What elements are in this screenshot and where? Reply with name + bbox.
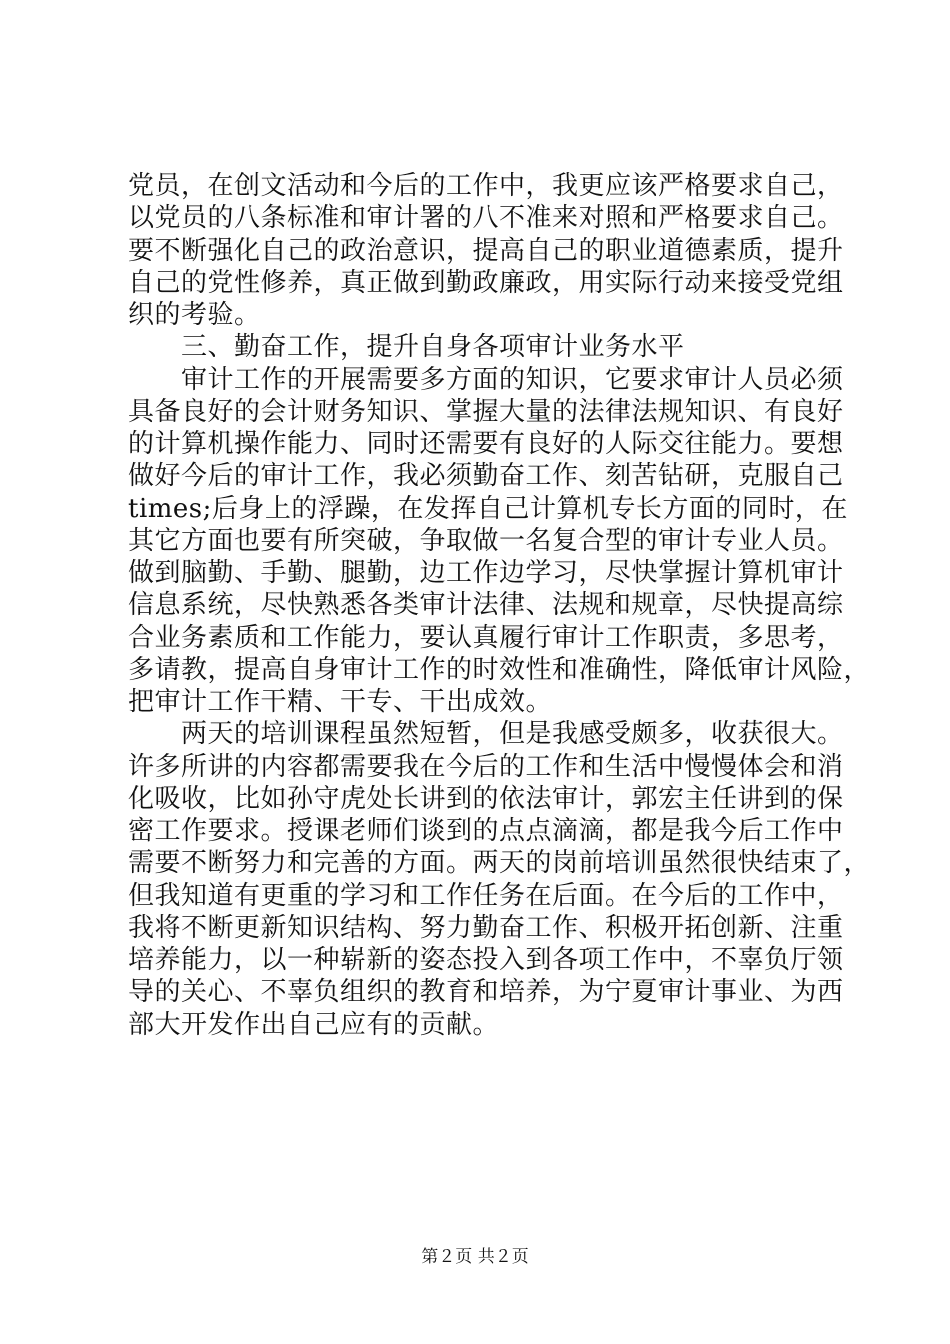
text-line: 两天的培训课程虽然短暂，但是我感受颇多，收获很大。 — [128, 719, 844, 750]
text-line: 具备良好的会计财务知识、掌握大量的法律法规知识、有良好 — [128, 396, 844, 427]
text-line: 的计算机操作能力、同时还需要有良好的人际交往能力。要想 — [128, 429, 844, 459]
text-line: 密工作要求。授课老师们谈到的点点滴滴，都是我今后工作中 — [128, 816, 844, 846]
text-line: 要不断强化自己的政治意识，提高自己的职业道德素质，提升 — [128, 235, 844, 266]
text-line: 信息系统，尽快熟悉各类审计法律、法规和规章，尽快提高综 — [128, 590, 844, 621]
text-line: 化吸收，比如孙守虎处长讲到的依法审计，郭宏主任讲到的保 — [128, 783, 844, 814]
text-line: 审计工作的开展需要多方面的知识，它要求审计人员必须 — [128, 364, 844, 395]
text-line: 党员，在创文活动和今后的工作中，我更应该严格要求自己， — [128, 171, 844, 201]
text-line: 培养能力，以一种崭新的姿态投入到各项工作中，不辜负厅领 — [128, 945, 844, 975]
text-line: 做到脑勤、手勤、腿勤，边工作边学习，尽快掌握计算机审计 — [128, 558, 844, 588]
text-line: 其它方面也要有所突破，争取做一名复合型的审计专业人员。 — [128, 525, 844, 556]
page-footer: 第２页 共２页 — [421, 1247, 529, 1267]
text-line: 把审计工作干精、干专、干出成效。 — [128, 687, 553, 717]
text-line: 需要不断努力和完善的方面。两天的岗前培训虽然很快结束了， — [128, 848, 871, 879]
text-line: 自己的党性修养，真正做到勤政廉政，用实际行动来接受党组 — [128, 267, 844, 298]
text-line: 但我知道有更重的学习和工作任务在后面。在今后的工作中， — [128, 880, 844, 911]
text-line: times;后身上的浮躁，在发挥自己计算机专长方面的同时，在 — [128, 493, 848, 524]
text-line: 导的关心、不辜负组织的教育和培养，为宁夏审计事业、为西 — [128, 977, 844, 1008]
document-body — [128, 170, 871, 1041]
text-line: 三、勤奋工作，提升自身各项审计业务水平 — [128, 332, 685, 363]
text-line: 多请教，提高自身审计工作的时效性和准确性，降低审计风险， — [128, 654, 871, 685]
text-line: 织的考验。 — [128, 300, 261, 330]
text-line: 做好今后的审计工作，我必须勤奋工作、刻苦钻研，克服自己 — [128, 461, 844, 492]
text-line: 我将不断更新知识结构、努力勤奋工作、积极开拓创新、注重 — [128, 912, 844, 943]
text-line: 部大开发作出自己应有的贡献。 — [128, 1009, 500, 1040]
text-line: 以党员的八条标准和审计署的八不准来对照和严格要求自己。 — [128, 203, 844, 234]
text-line: 合业务素质和工作能力，要认真履行审计工作职责，多思考， — [128, 622, 844, 653]
text-line: 许多所讲的内容都需要我在今后的工作和生活中慢慢体会和消 — [128, 751, 844, 782]
